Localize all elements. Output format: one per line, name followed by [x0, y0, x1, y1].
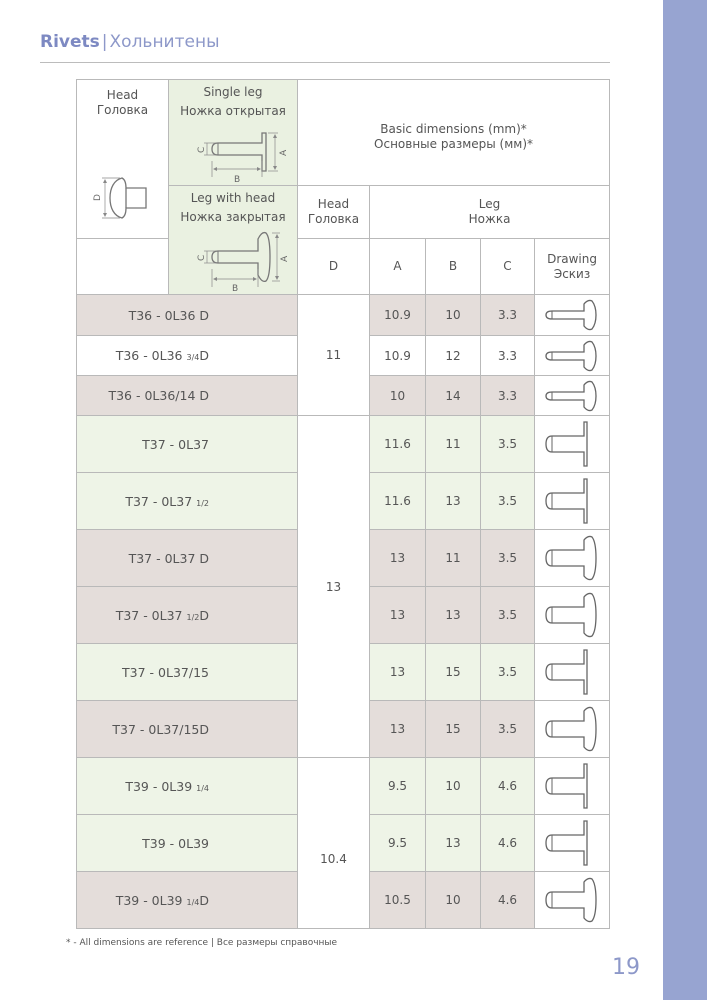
drawing-cell — [535, 815, 610, 872]
head-diameter: 10.4 — [298, 758, 370, 929]
drawing-cell — [535, 295, 610, 336]
dim-c: 3.3 — [481, 336, 535, 376]
dim-b: 13 — [426, 473, 481, 530]
product-code-fraction: 3/4 — [186, 353, 200, 362]
product-code-fraction: 1/2 — [186, 612, 200, 622]
product-code-fraction: 1/4 — [186, 897, 200, 907]
dim-label-c: C — [197, 146, 207, 153]
dim-b: 10 — [426, 758, 481, 815]
product-code-suffix: D — [199, 607, 209, 623]
dim-a: 9.5 — [370, 758, 426, 815]
header-row-3 — [77, 239, 610, 295]
leg-with-head-label-en: Leg with head — [190, 191, 276, 205]
dim-b: 15 — [426, 701, 481, 758]
col-head-label-en: Head — [317, 197, 350, 211]
single-leg-label-ru: Ножка открытая — [180, 103, 286, 118]
title-separator: | — [101, 32, 108, 52]
footnote: * - All dimensions are reference | Все размеры справочные — [66, 938, 338, 948]
rivet-open-icon — [540, 420, 604, 468]
drawing-cell — [535, 701, 610, 758]
rivet-open-icon — [540, 762, 604, 810]
drawing-cell — [535, 644, 610, 701]
rivet-closed-icon — [540, 534, 604, 582]
product-code-text: T36 - 0L36 D — [128, 307, 209, 323]
product-code — [77, 530, 298, 587]
product-code-text: T37 - 0L37 — [115, 607, 187, 623]
product-code — [77, 758, 298, 815]
dim-b: 15 — [426, 644, 481, 701]
col-c-header: C — [481, 239, 535, 295]
head-dimension-sketch-icon — [88, 158, 158, 238]
rivet-closed-icon — [540, 876, 604, 924]
rivet-spec-table — [76, 79, 610, 929]
product-code — [77, 416, 298, 473]
product-code-fraction: 1/2 — [196, 498, 209, 508]
dim-b: 10 — [426, 295, 481, 336]
col-drawing-header — [535, 239, 610, 295]
dim-b: 13 — [426, 587, 481, 644]
rivet-open-icon — [540, 648, 604, 696]
dim-b: 11 — [426, 530, 481, 587]
dim-a: 13 — [370, 530, 426, 587]
basic-dimensions-header-cell — [298, 80, 610, 186]
product-code — [77, 376, 298, 416]
product-code — [77, 295, 298, 336]
drawing-cell — [535, 376, 610, 416]
dim-b: 10 — [426, 872, 481, 929]
page-header — [40, 30, 220, 54]
rivet-closed-icon — [540, 339, 604, 373]
dim-label-c-closed: C — [197, 254, 207, 261]
header-rule — [40, 62, 610, 63]
drawing-cell — [535, 758, 610, 815]
dim-a: 10.9 — [370, 336, 426, 376]
dim-c: 3.5 — [481, 473, 535, 530]
rivet-closed-icon — [540, 591, 604, 639]
drawing-cell — [535, 473, 610, 530]
rivet-open-icon — [540, 477, 604, 525]
product-code-text: T37 - 0L37/15 — [122, 664, 209, 680]
dim-c: 3.5 — [481, 644, 535, 701]
product-code — [77, 644, 298, 701]
col-a-header: A — [370, 239, 426, 295]
product-code-text: T37 - 0L37/15D — [112, 721, 209, 737]
header-row-1 — [77, 80, 610, 186]
product-code-suffix: D — [199, 892, 209, 908]
basic-dimensions-label-en: Basic dimensions (mm)* — [380, 121, 527, 136]
drawing-cell — [535, 872, 610, 929]
dim-c: 3.5 — [481, 416, 535, 473]
basic-dimensions-label-ru: Основные размеры (мм)* — [374, 136, 534, 151]
page-title-ru: Хольнитены — [109, 32, 220, 52]
dim-c: 3.3 — [481, 295, 535, 336]
dim-a: 10 — [370, 376, 426, 416]
rivet-closed-icon — [540, 298, 604, 332]
dim-a: 10.5 — [370, 872, 426, 929]
dim-c: 3.5 — [481, 587, 535, 644]
product-code-fraction: 1/4 — [196, 783, 209, 793]
leg-with-head-header-cell — [169, 186, 298, 295]
leg-with-head-label-ru: Ножка закрытая — [180, 210, 286, 224]
dim-a: 13 — [370, 587, 426, 644]
product-code-text: T37 - 0L37 — [142, 436, 209, 452]
col-drawing-label-en: Drawing — [547, 251, 597, 266]
dim-b: 13 — [426, 815, 481, 872]
col-b-header: B — [426, 239, 481, 295]
page-number: 19 — [612, 955, 640, 980]
dim-c: 4.6 — [481, 872, 535, 929]
dim-a: 13 — [370, 701, 426, 758]
rivet-closed-icon — [540, 705, 604, 753]
head-diameter: 13 — [298, 416, 370, 758]
dim-b: 12 — [426, 336, 481, 376]
rivet-closed-icon — [540, 379, 604, 413]
dim-a: 13 — [370, 644, 426, 701]
rivet-open-icon — [540, 819, 604, 867]
dim-b: 14 — [426, 376, 481, 416]
product-code-text: T39 - 0L39 — [125, 778, 197, 794]
drawing-cell — [535, 587, 610, 644]
head-label-en: Head — [106, 88, 139, 102]
drawing-cell — [535, 530, 610, 587]
col-d-header: D — [298, 239, 370, 295]
dim-c: 3.5 — [481, 530, 535, 587]
head-spacer-cell — [77, 239, 169, 295]
col-leg-label-ru: Ножка — [468, 212, 511, 226]
dim-b: 11 — [426, 416, 481, 473]
dim-c: 3.3 — [481, 376, 535, 416]
dim-label-b: B — [234, 174, 241, 185]
col-head-label-ru: Головка — [307, 212, 360, 226]
head-diameter: 11 — [298, 295, 370, 416]
product-code — [77, 336, 298, 376]
single-leg-label-en: Single leg — [203, 84, 263, 99]
product-code — [77, 872, 298, 929]
product-code-text: T36 - 0L36/14 D — [108, 388, 209, 403]
dim-c: 3.5 — [481, 701, 535, 758]
single-leg-sketch-icon — [178, 123, 288, 185]
product-code — [77, 701, 298, 758]
head-label-ru: Головка — [96, 103, 149, 117]
dim-label-a: A — [279, 149, 289, 156]
product-code — [77, 473, 298, 530]
dim-a: 10.9 — [370, 295, 426, 336]
product-code-text: T36 - 0L36 — [115, 348, 187, 363]
single-leg-header-cell — [169, 80, 298, 186]
head-header-cell — [77, 80, 169, 239]
product-code — [77, 815, 298, 872]
page-title-en: Rivets — [40, 32, 100, 52]
col-head-header — [298, 186, 370, 239]
dim-a: 11.6 — [370, 416, 426, 473]
product-code-suffix: D — [199, 348, 209, 363]
side-band — [663, 0, 707, 1000]
product-code-text: T37 - 0L37 — [125, 493, 197, 509]
product-code-text: T37 - 0L37 D — [128, 550, 209, 566]
dim-label-b-closed: B — [232, 284, 239, 294]
product-code — [77, 587, 298, 644]
product-code-text: T39 - 0L39 — [142, 835, 209, 851]
dim-a: 11.6 — [370, 473, 426, 530]
product-code-text: T39 - 0L39 — [115, 892, 187, 908]
dim-c: 4.6 — [481, 815, 535, 872]
dim-label-a-closed: A — [280, 255, 290, 262]
leg-with-head-sketch-icon — [178, 229, 288, 293]
col-leg-label-en: Leg — [478, 197, 501, 211]
dim-label-d: D — [92, 194, 103, 201]
table-row — [77, 416, 610, 473]
dim-c: 4.6 — [481, 758, 535, 815]
col-drawing-label-ru: Эскиз — [553, 266, 591, 281]
col-leg-header — [370, 186, 610, 239]
drawing-cell — [535, 416, 610, 473]
table-row — [77, 758, 610, 815]
table-row — [77, 295, 610, 336]
drawing-cell — [535, 336, 610, 376]
dim-a: 9.5 — [370, 815, 426, 872]
